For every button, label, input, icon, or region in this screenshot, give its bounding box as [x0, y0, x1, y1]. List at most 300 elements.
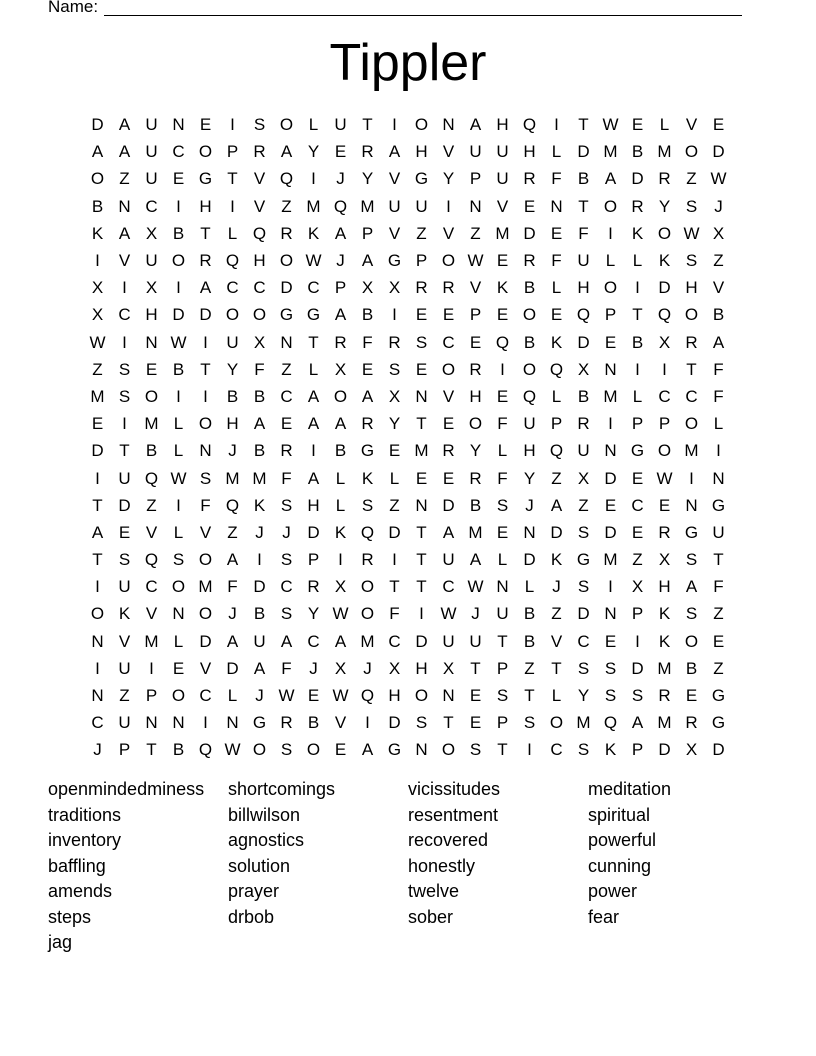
- grid-letter: V: [469, 278, 482, 298]
- grid-letter: A: [253, 658, 266, 678]
- grid-letter: A: [118, 223, 131, 243]
- grid-letter: E: [469, 713, 482, 733]
- grid-letter: U: [469, 142, 482, 162]
- grid-letter: B: [523, 278, 536, 298]
- grid-letter: A: [226, 631, 239, 651]
- grid-letter: S: [280, 550, 293, 570]
- grid-letter: T: [92, 550, 103, 570]
- grid-letter: O: [441, 251, 456, 271]
- grid-letter: I: [365, 713, 370, 733]
- grid-letter: E: [523, 196, 536, 216]
- grid-letter: W: [305, 251, 322, 271]
- grid-letter: D: [604, 468, 617, 488]
- grid-letter: F: [713, 577, 724, 597]
- grid-letter: W: [332, 604, 349, 624]
- grid-letter: I: [203, 713, 208, 733]
- grid-letter: M: [144, 631, 159, 651]
- letter-grid: [84, 111, 732, 764]
- word-list-item: sober: [408, 906, 454, 927]
- word-list-item: jag: [48, 932, 73, 952]
- grid-letter: Q: [360, 686, 375, 706]
- grid-letter: F: [254, 359, 265, 379]
- grid-letter: C: [307, 631, 320, 651]
- grid-letter: O: [657, 441, 672, 461]
- grid-letter: K: [496, 278, 509, 298]
- grid-letter: D: [604, 522, 617, 542]
- grid-letter: X: [91, 305, 104, 325]
- grid-letter: O: [414, 686, 429, 706]
- grid-letter: K: [361, 468, 374, 488]
- grid-letter: B: [253, 604, 266, 624]
- grid-letter: L: [551, 686, 562, 706]
- word-list-item: agnostics: [228, 830, 305, 850]
- word-list-item: fear: [588, 906, 620, 927]
- grid-letter: L: [497, 550, 508, 570]
- grid-letter: Z: [119, 686, 130, 706]
- grid-letter: G: [684, 522, 699, 542]
- grid-letter: S: [604, 658, 617, 678]
- grid-letter: D: [712, 740, 725, 760]
- grid-letter: V: [334, 713, 347, 733]
- grid-letter: N: [415, 495, 428, 515]
- grid-letter: U: [145, 169, 158, 189]
- word-list-item: drbob: [228, 906, 275, 927]
- grid-row: [84, 682, 732, 709]
- grid-row: [84, 329, 732, 356]
- grid-letter: Z: [524, 658, 535, 678]
- grid-letter: D: [199, 305, 212, 325]
- grid-letter: Q: [522, 115, 537, 135]
- grid-letter: U: [523, 414, 536, 434]
- grid-letter: W: [89, 332, 106, 352]
- grid-letter: Y: [307, 604, 320, 624]
- grid-letter: K: [334, 522, 347, 542]
- grid-letter: A: [631, 713, 644, 733]
- grid-letter: X: [91, 278, 104, 298]
- grid-letter: W: [467, 577, 484, 597]
- grid-letter: I: [392, 550, 397, 570]
- grid-letter: N: [604, 359, 617, 379]
- grid-letter: T: [578, 196, 589, 216]
- grid-letter: A: [604, 169, 617, 189]
- grid-letter: H: [685, 278, 698, 298]
- grid-letter: V: [388, 169, 401, 189]
- grid-letter: D: [388, 713, 401, 733]
- grid-letter: U: [577, 251, 590, 271]
- grid-letter: S: [604, 686, 617, 706]
- grid-letter: S: [496, 686, 509, 706]
- grid-letter: Q: [333, 196, 348, 216]
- grid-letter: S: [280, 495, 293, 515]
- grid-letter: P: [631, 740, 644, 760]
- grid-letter: D: [631, 658, 644, 678]
- grid-letter: R: [442, 441, 455, 461]
- grid-letter: P: [496, 713, 509, 733]
- grid-letter: I: [392, 305, 397, 325]
- grid-letter: A: [307, 468, 320, 488]
- word-list-item: openmindedminess: [48, 779, 205, 799]
- grid-letter: I: [311, 169, 316, 189]
- grid-letter: N: [172, 604, 185, 624]
- grid-letter: K: [658, 604, 671, 624]
- grid-letter: L: [227, 686, 238, 706]
- grid-letter: M: [306, 196, 321, 216]
- word-list-item: solution: [228, 855, 291, 876]
- grid-letter: O: [360, 577, 375, 597]
- grid-letter: E: [658, 495, 671, 515]
- grid-letter: Z: [713, 604, 724, 624]
- grid-letter: O: [657, 223, 672, 243]
- grid-letter: O: [441, 359, 456, 379]
- grid-letter: R: [280, 223, 293, 243]
- grid-letter: C: [442, 577, 455, 597]
- grid-letter: T: [497, 631, 508, 651]
- grid-letter: I: [608, 577, 613, 597]
- grid-letter: E: [496, 251, 509, 271]
- grid-letter: C: [577, 631, 590, 651]
- word-list-item: power: [588, 881, 638, 901]
- grid-letter: H: [469, 386, 482, 406]
- grid-letter: V: [253, 169, 266, 189]
- grid-letter: B: [523, 631, 536, 651]
- grid-letter: W: [278, 686, 295, 706]
- grid-letter: D: [523, 223, 536, 243]
- grid-letter: B: [172, 223, 185, 243]
- grid-letter: Q: [225, 495, 240, 515]
- grid-letter: B: [172, 359, 185, 379]
- grid-letter: V: [442, 142, 455, 162]
- grid-letter: N: [604, 441, 617, 461]
- grid-letter: G: [576, 550, 591, 570]
- grid-letter: I: [230, 196, 235, 216]
- grid-letter: R: [388, 332, 401, 352]
- grid-letter: T: [686, 359, 697, 379]
- word-list-item: steps: [48, 906, 92, 927]
- grid-letter: I: [527, 740, 532, 760]
- grid-letter: L: [632, 251, 643, 271]
- grid-letter: L: [605, 251, 616, 271]
- grid-letter: W: [170, 332, 187, 352]
- grid-letter: D: [442, 495, 455, 515]
- grid-letter: X: [145, 223, 158, 243]
- grid-letter: L: [632, 386, 643, 406]
- word-list-item: vicissitudes: [408, 779, 501, 799]
- grid-letter: X: [334, 658, 347, 678]
- grid-letter: W: [467, 251, 484, 271]
- grid-letter: M: [360, 631, 375, 651]
- grid-letter: L: [497, 441, 508, 461]
- grid-letter: C: [658, 386, 671, 406]
- grid-letter: E: [172, 658, 185, 678]
- grid-letter: U: [118, 658, 131, 678]
- grid-letter: S: [577, 522, 590, 542]
- grid-letter: E: [631, 115, 644, 135]
- grid-letter: G: [711, 686, 726, 706]
- grid-letter: Q: [252, 223, 267, 243]
- grid-letter: H: [307, 495, 320, 515]
- grid-letter: P: [496, 658, 509, 678]
- grid-letter: E: [685, 686, 698, 706]
- grid-letter: L: [659, 115, 670, 135]
- grid-letter: I: [419, 604, 424, 624]
- grid-letter: E: [280, 414, 293, 434]
- grid-letter: K: [91, 223, 104, 243]
- grid-letter: V: [145, 522, 158, 542]
- grid-letter: D: [577, 332, 590, 352]
- grid-letter: A: [199, 278, 212, 298]
- grid-letter: S: [577, 658, 590, 678]
- grid-letter: S: [577, 740, 590, 760]
- grid-letter: Y: [523, 468, 536, 488]
- grid-letter: T: [227, 169, 238, 189]
- grid-letter: O: [144, 386, 159, 406]
- grid-letter: I: [176, 495, 181, 515]
- grid-letter: B: [334, 441, 347, 461]
- word-list-item: prayer: [228, 881, 280, 901]
- grid-letter: I: [203, 332, 208, 352]
- grid-letter: B: [253, 386, 266, 406]
- grid-letter: V: [118, 631, 131, 651]
- grid-letter: Z: [551, 604, 562, 624]
- grid-letter: T: [497, 740, 508, 760]
- grid-letter: N: [145, 713, 158, 733]
- grid-letter: C: [145, 196, 158, 216]
- grid-letter: S: [118, 550, 131, 570]
- grid-letter: R: [199, 251, 212, 271]
- grid-letter: Q: [198, 740, 213, 760]
- grid-letter: Q: [279, 169, 294, 189]
- grid-letter: X: [334, 577, 347, 597]
- grid-letter: I: [257, 550, 262, 570]
- grid-letter: W: [710, 169, 727, 189]
- grid-letter: J: [363, 658, 372, 678]
- grid-letter: A: [361, 740, 374, 760]
- grid-letter: E: [604, 495, 617, 515]
- word-list-item: meditation: [588, 779, 672, 799]
- grid-letter: D: [658, 740, 671, 760]
- grid-letter: A: [280, 142, 293, 162]
- grid-letter: S: [685, 251, 698, 271]
- grid-letter: M: [576, 713, 591, 733]
- grid-letter: P: [118, 740, 131, 760]
- grid-letter: D: [577, 604, 590, 624]
- grid-letter: X: [145, 278, 158, 298]
- word-list-item: cunning: [588, 855, 652, 876]
- grid-letter: Q: [144, 468, 159, 488]
- grid-letter: A: [469, 550, 482, 570]
- grid-letter: K: [307, 223, 320, 243]
- grid-letter: U: [496, 169, 509, 189]
- grid-letter: X: [388, 278, 401, 298]
- grid-letter: J: [228, 441, 237, 461]
- grid-letter: B: [307, 713, 320, 733]
- grid-letter: Q: [144, 550, 159, 570]
- grid-letter: H: [226, 414, 239, 434]
- grid-letter: F: [713, 386, 724, 406]
- grid-letter: N: [469, 196, 482, 216]
- grid-letter: J: [228, 604, 237, 624]
- grid-letter: X: [631, 577, 644, 597]
- grid-letter: L: [389, 468, 400, 488]
- grid-letter: L: [173, 414, 184, 434]
- grid-letter: N: [118, 196, 131, 216]
- grid-letter: E: [631, 522, 644, 542]
- grid-letter: P: [604, 305, 617, 325]
- grid-letter: I: [446, 196, 451, 216]
- grid-letter: E: [361, 359, 374, 379]
- grid-letter: J: [336, 251, 345, 271]
- grid-letter: O: [306, 740, 321, 760]
- grid-letter: V: [496, 196, 509, 216]
- grid-letter: V: [388, 223, 401, 243]
- grid-row: [84, 111, 732, 138]
- grid-letter: B: [91, 196, 104, 216]
- grid-letter: S: [415, 332, 428, 352]
- word-list-item: traditions: [48, 804, 122, 825]
- grid-letter: X: [361, 278, 374, 298]
- grid-letter: K: [631, 223, 644, 243]
- grid-letter: A: [334, 414, 347, 434]
- grid-letter: B: [685, 658, 698, 678]
- grid-row: [84, 165, 732, 192]
- grid-letter: H: [523, 441, 536, 461]
- grid-letter: F: [227, 577, 238, 597]
- grid-letter: S: [388, 359, 401, 379]
- grid-letter: V: [712, 278, 725, 298]
- grid-letter: Z: [632, 550, 643, 570]
- grid-letter: C: [280, 577, 293, 597]
- grid-row: [84, 410, 732, 437]
- grid-letter: A: [118, 115, 131, 135]
- grid-row: [84, 138, 732, 165]
- grid-letter: Q: [225, 251, 240, 271]
- grid-letter: T: [713, 550, 724, 570]
- grid-letter: G: [711, 713, 726, 733]
- grid-letter: R: [442, 278, 455, 298]
- grid-letter: Z: [281, 196, 292, 216]
- grid-letter: B: [226, 386, 239, 406]
- grid-letter: V: [199, 522, 212, 542]
- grid-letter: I: [554, 115, 559, 135]
- grid-letter: S: [577, 577, 590, 597]
- grid-letter: E: [604, 631, 617, 651]
- grid-row: [84, 546, 732, 573]
- grid-letter: A: [469, 115, 482, 135]
- grid-letter: U: [388, 196, 401, 216]
- grid-letter: I: [338, 550, 343, 570]
- grid-letter: O: [333, 386, 348, 406]
- grid-letter: S: [172, 550, 185, 570]
- grid-letter: X: [712, 223, 725, 243]
- grid-letter: O: [198, 142, 213, 162]
- grid-letter: X: [658, 550, 671, 570]
- grid-letter: A: [712, 332, 725, 352]
- grid-letter: R: [523, 169, 536, 189]
- grid-letter: O: [603, 196, 618, 216]
- grid-letter: R: [469, 359, 482, 379]
- grid-letter: K: [604, 740, 617, 760]
- puzzle-title: Tippler: [329, 34, 487, 92]
- grid-letter: P: [361, 223, 374, 243]
- grid-letter: O: [522, 305, 537, 325]
- grid-row: [84, 301, 732, 328]
- grid-letter: L: [173, 441, 184, 461]
- grid-letter: Q: [657, 305, 672, 325]
- grid-letter: E: [712, 631, 725, 651]
- grid-row: [84, 274, 732, 301]
- word-list-item: powerful: [588, 830, 657, 850]
- grid-letter: S: [415, 713, 428, 733]
- grid-letter: C: [199, 686, 212, 706]
- grid-letter: B: [253, 441, 266, 461]
- grid-letter: Q: [495, 332, 510, 352]
- grid-letter: R: [685, 332, 698, 352]
- grid-letter: I: [122, 414, 127, 434]
- grid-letter: L: [227, 223, 238, 243]
- grid-letter: U: [442, 631, 455, 651]
- grid-letter: S: [199, 468, 212, 488]
- grid-letter: E: [415, 468, 428, 488]
- grid-letter: U: [577, 441, 590, 461]
- grid-letter: V: [442, 386, 455, 406]
- grid-letter: O: [522, 359, 537, 379]
- grid-letter: A: [334, 305, 347, 325]
- grid-letter: A: [91, 142, 104, 162]
- grid-letter: E: [469, 332, 482, 352]
- grid-letter: T: [632, 305, 643, 325]
- grid-letter: S: [361, 495, 374, 515]
- grid-letter: H: [253, 251, 266, 271]
- grid-letter: V: [685, 115, 698, 135]
- grid-letter: F: [281, 658, 292, 678]
- grid-letter: U: [145, 142, 158, 162]
- grid-letter: W: [332, 686, 349, 706]
- grid-letter: E: [442, 468, 455, 488]
- grid-letter: A: [442, 522, 455, 542]
- grid-letter: I: [203, 386, 208, 406]
- grid-letter: X: [577, 359, 590, 379]
- grid-letter: O: [414, 115, 429, 135]
- grid-letter: R: [658, 686, 671, 706]
- grid-letter: C: [685, 386, 698, 406]
- grid-letter: O: [198, 604, 213, 624]
- grid-letter: O: [279, 115, 294, 135]
- grid-letter: B: [361, 305, 374, 325]
- grid-letter: P: [550, 414, 563, 434]
- grid-letter: E: [388, 441, 401, 461]
- grid-letter: T: [443, 713, 454, 733]
- grid-letter: I: [608, 414, 613, 434]
- grid-letter: O: [90, 604, 105, 624]
- word-list: [48, 777, 768, 956]
- grid-letter: M: [414, 441, 429, 461]
- grid-letter: I: [662, 359, 667, 379]
- grid-row: [84, 519, 732, 546]
- grid-letter: O: [171, 686, 186, 706]
- grid-row: [84, 464, 732, 491]
- grid-letter: U: [253, 631, 266, 651]
- grid-letter: H: [415, 142, 428, 162]
- grid-letter: B: [172, 740, 185, 760]
- grid-letter: L: [551, 386, 562, 406]
- grid-letter: B: [523, 332, 536, 352]
- grid-letter: D: [91, 441, 104, 461]
- grid-letter: Y: [307, 142, 320, 162]
- grid-letter: Z: [713, 658, 724, 678]
- grid-letter: M: [603, 142, 618, 162]
- grid-letter: U: [118, 577, 131, 597]
- grid-letter: U: [469, 631, 482, 651]
